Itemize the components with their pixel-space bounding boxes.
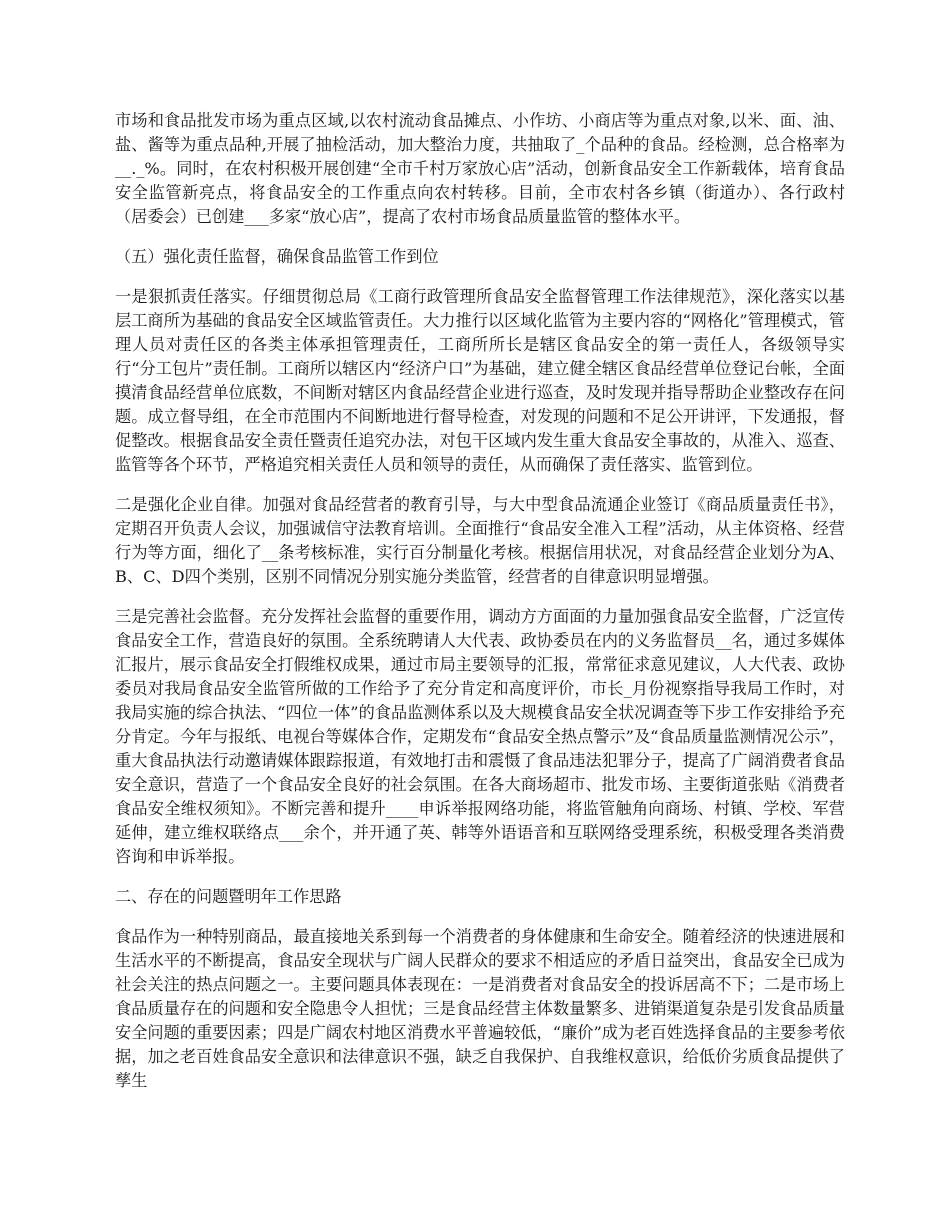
section-heading-responsibility: （五）强化责任监督，确保食品监管工作到位 [115, 247, 439, 266]
paragraph-social-supervision: 三是完善社会监督。充分发挥社会监督的重要作用，调动方方面面的力量加强食品安全监督，广泛宣传食品安全工作，营造良好的氛围。全系统聘请人大代表、政协委员在内的义务监督员__名，通过多媒体汇报片，展示食品安全打假维权成果，通过市局主要领导的汇报，常常征求意见建议，人大代表、政协委员对我局食品安全监管所做的工作给予了充分肯定和高度评价，市长_月份视察指导我局工作时，对我局实施的综合执法、“四位一体”的食品监测体系以及大规模食品安全状况调查等下步工作安排给予充分肯定。今年与报纸、电视台等媒体合作，定期发布“食品安全热点警示”及“食品质量监测情况公示”，重大食品执法行动邀请媒体跟踪报道，有效地打击和震慑了食品违法犯罪分子，提高了广阔消费者食品安全意识，营造了一个食品安全良好的社会氛围。在各大商场超市、批发市场、主要街道张贴《消费者食品安全维权须知》。不断完善和提升____申诉举报网络功能，将监管触角向商场、村镇、学校、军营延伸，建立维权联络点___余个，并开通了英、韩等外语语音和互联网络受理系统，积极受理各类消费咨询和申诉举报。 [115, 607, 845, 866]
document-body [115, 109, 845, 1109]
paragraph-responsibility-implementation: 一是狠抓责任落实。仔细贯彻总局《工商行政管理所食品安全监督管理工作法律规范》，深化落实以基层工商所为基础的食品安全区域监管责任。大力推行以区域化监管为主要内容的“网格化”管理模式，管理人员对责任区的各类主体承担管理责任，工商所所长是辖区食品安全的第一责任人，各级领导实行“分工包片”责任制。工商所以辖区内“经济户口”为基础，建立健全辖区食品经营单位登记台帐，全面摸清食品经营单位底数，不间断对辖区内食品经营企业进行巡查，及时发现并指导帮助企业整改存在问题。成立督导组，在全市范围内不间断地进行督导检查，对发现的问题和不足公开讲评，下发通报，督促整改。根据食品安全责任暨责任追究办法，对包干区域内发生重大食品安全事故的，从准入、巡查、监管等各个环节，严格追究相关责任人员和领导的责任，从而确保了责任落实、监管到位。 [115, 287, 845, 474]
section-heading-problems: 二、存在的问题暨明年工作思路 [115, 887, 342, 906]
paragraph-problems-description: 食品作为一种特别商品，最直接地关系到每一个消费者的身体健康和生命安全。随着经济的快速进展和生活水平的不断提高，食品安全现状与广阔人民群众的要求不相适应的矛盾日益突出，食品安全已成为社会关注的热点问题之一。主要问题具体表现在：一是消费者对食品安全的投诉居高不下；二是市场上食品质量存在的问题和安全隐患令人担忧；三是食品经营主体数量繁多、进销渠道复杂是引发食品质量安全问题的重要因素；四是广阔农村地区消费水平普遍较低，“廉价”成为老百姓选择食品的主要参考依据，加之老百姓食品安全意识和法律意识不强，缺乏自我保护、自我维权意识，给低价劣质食品提供了孳生 [115, 927, 845, 1090]
paragraph-enterprise-self-discipline: 二是强化企业自律。加强对食品经营者的教育引导，与大中型食品流通企业签订《商品质量责任书》，定期召开负责人会议，加强诚信守法教育培训。全面推行“食品安全准入工程”活动，从主体资格、经营行为等方面，细化了__条考核标准，实行百分制量化考核。根据信用状况，对食品经营企业划分为A、B、C、D四个类别，区别不同情况分别实施分类监管，经营者的自律意识明显增强。 [115, 495, 845, 586]
paragraph-rural-food-safety: 市场和食品批发市场为重点区域,以农村流动食品摊点、小作坊、小商店等为重点对象,以米、面、油、盐、酱等为重点品种,开展了抽检活动，加大整治力度，共抽取了_个品种的食品。经检测，总合格率为__._%。同时，在农村积极开展创建“全市千村万家放心店”活动，创新食品安全工作新载体，培育食品安全监管新亮点，将食品安全的工作重点向农村转移。目前，全市农村各乡镇（街道办）、各行政村（居委会）已创建___多家“放心店”，提高了农村市场食品质量监管的整体水平。 [115, 111, 845, 226]
